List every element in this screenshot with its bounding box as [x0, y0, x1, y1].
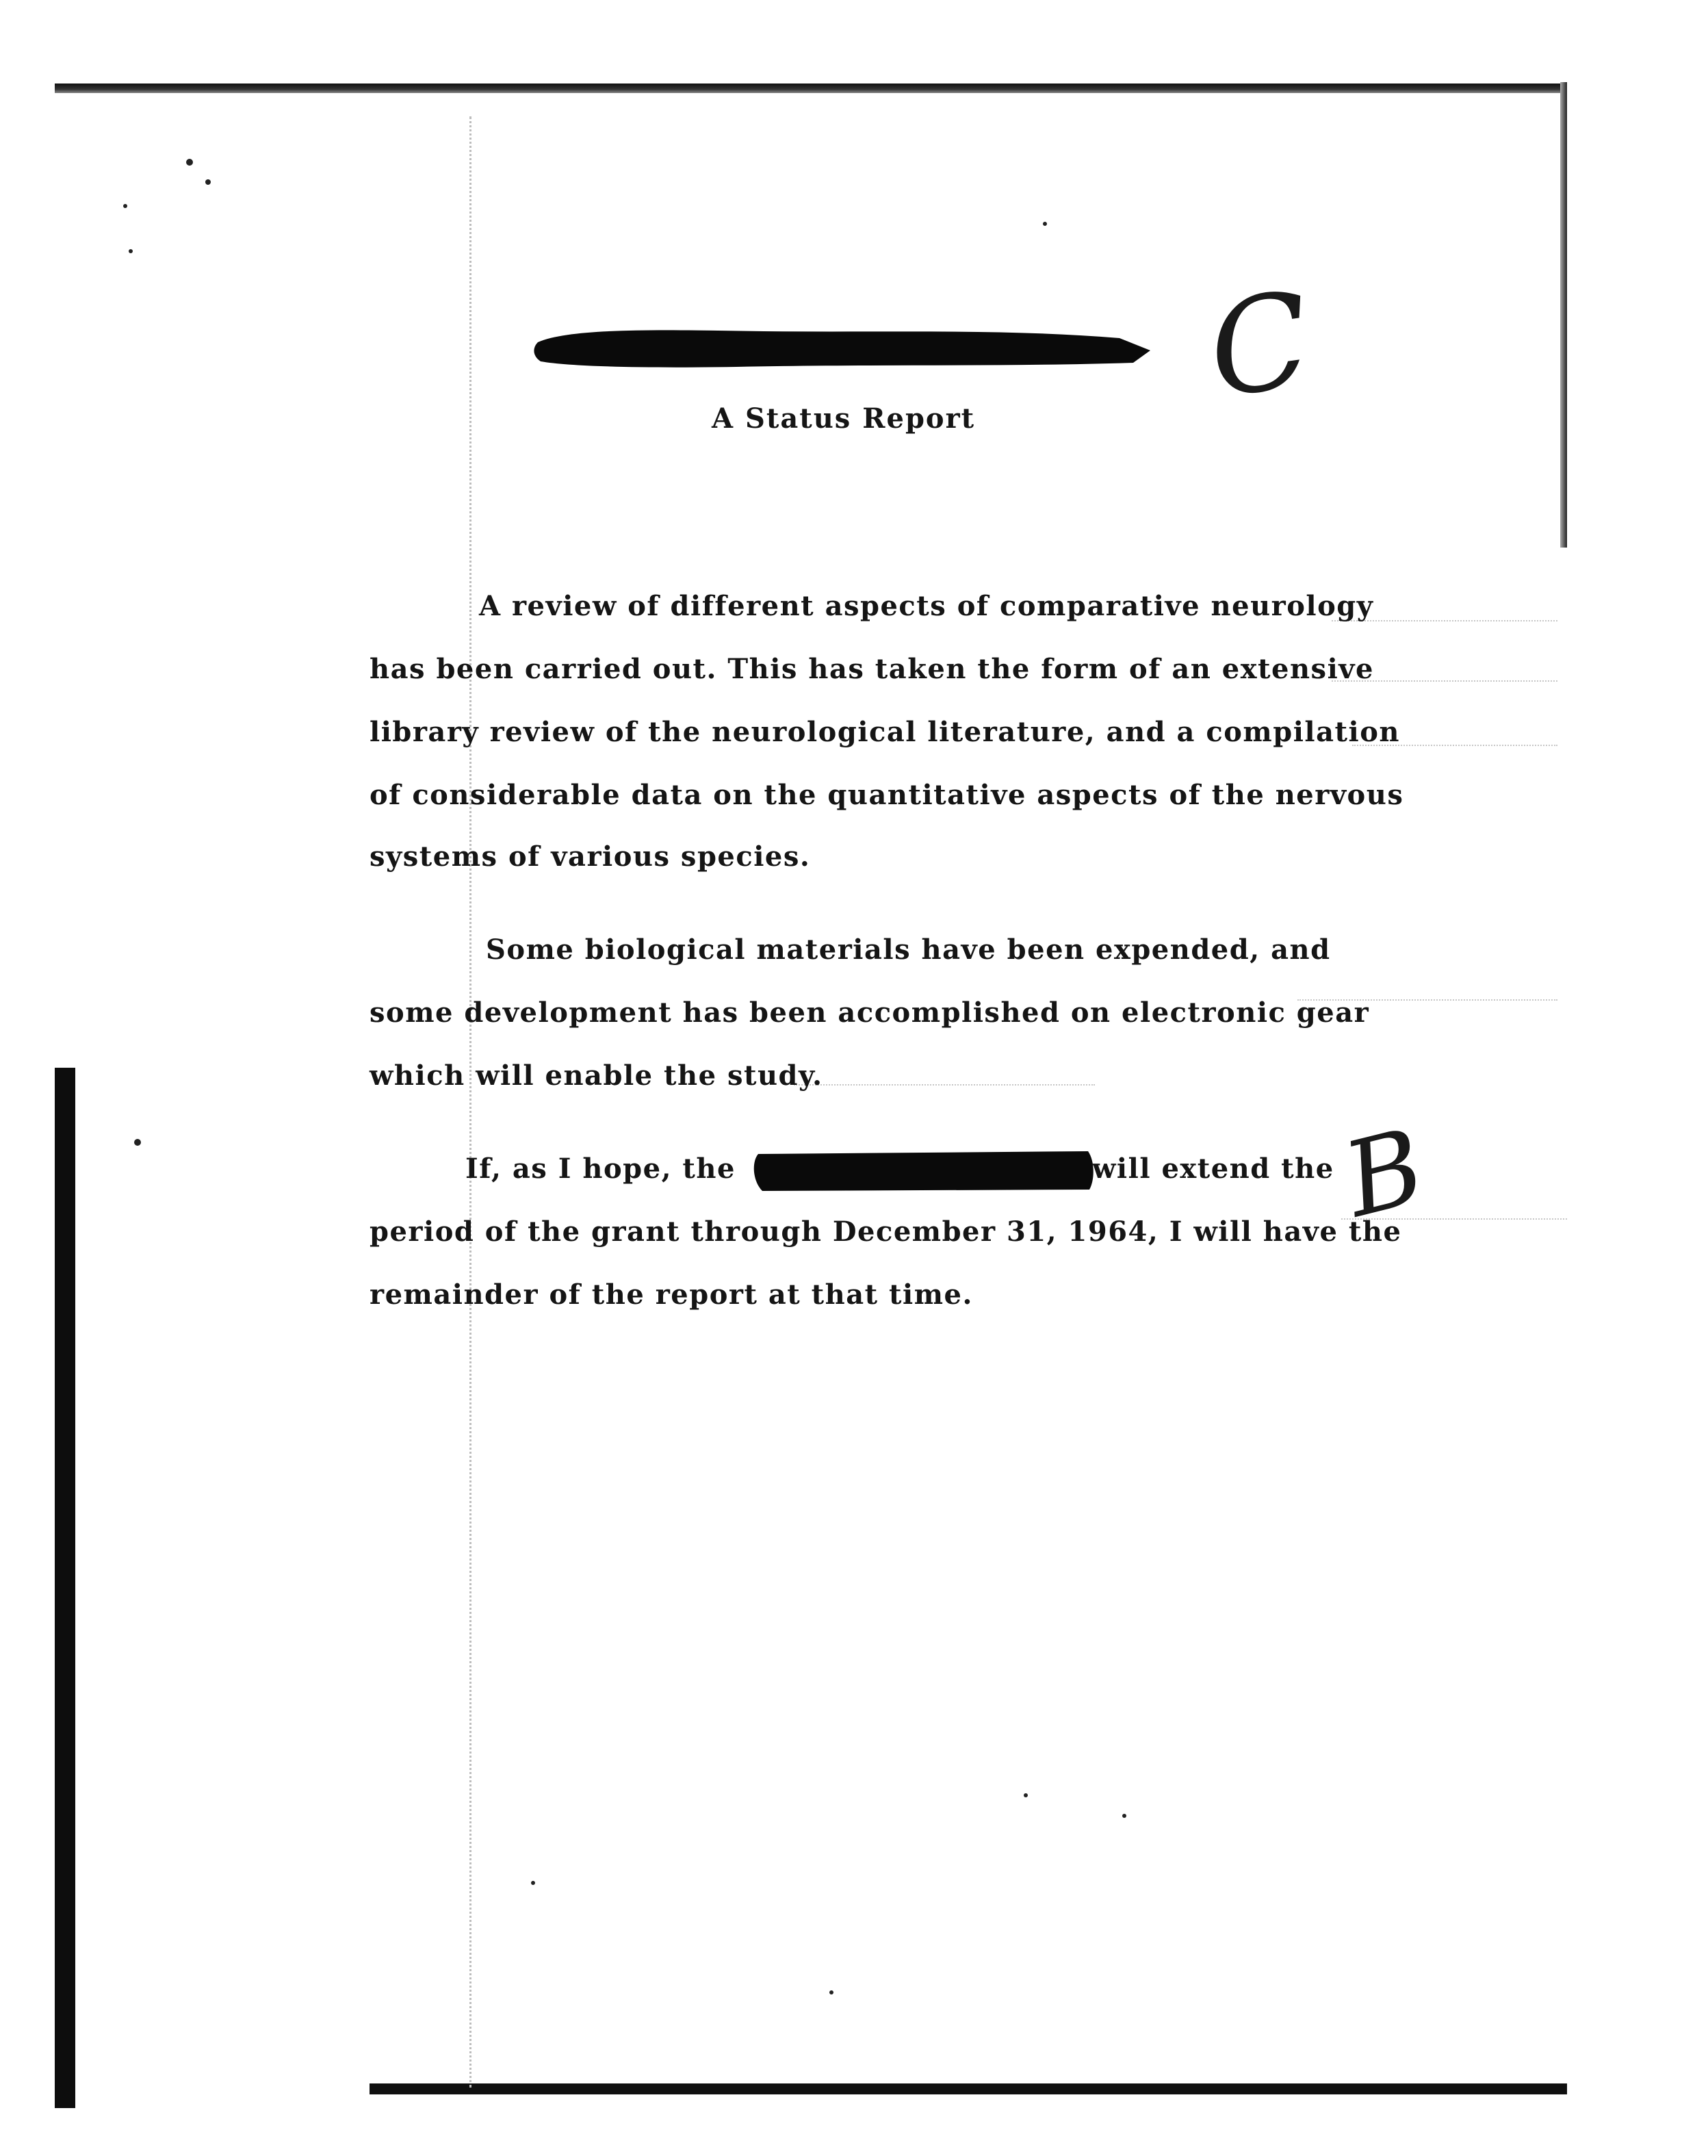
- scan-speck: [205, 179, 211, 185]
- scan-speck: [134, 1139, 141, 1146]
- scan-speck: [1024, 1793, 1028, 1797]
- redaction-bar-title: [531, 322, 1161, 371]
- paragraph-1-line-2: has been carried out. This has taken the form of an extensive: [370, 653, 1374, 685]
- scan-speck: [186, 159, 193, 166]
- paragraph-1-line-5: systems of various species.: [370, 840, 811, 873]
- scan-speck: [1043, 222, 1047, 226]
- redaction-bar-inline: [749, 1147, 1096, 1194]
- paragraph-2-line-1: Some biological materials have been expended, and: [486, 934, 1331, 966]
- scan-speck: [123, 204, 127, 208]
- paragraph-2-line-2: some development has been accomplished on electronic gear: [370, 997, 1370, 1029]
- paragraph-2-line-3: which will enable the study.: [370, 1060, 823, 1092]
- scan-edge-bottom: [370, 2083, 1567, 2094]
- scan-edge-left: [55, 1068, 75, 2108]
- scan-edge-top: [55, 84, 1567, 93]
- scan-speck: [1122, 1814, 1126, 1818]
- paragraph-1-line-3: library review of the neurological literature, and a compilation: [370, 716, 1400, 748]
- paragraph-1-line-1: A review of different aspects of comparative neurology: [479, 590, 1374, 622]
- handwritten-mark-c: C: [1200, 263, 1319, 428]
- faint-rule: [794, 1084, 1095, 1086]
- paragraph-3-line-1-end: will extend the: [1092, 1153, 1334, 1185]
- scan-speck: [829, 1990, 833, 1994]
- scan-edge-right: [1560, 82, 1567, 548]
- scan-speck: [129, 249, 133, 253]
- paragraph-1-line-4: of considerable data on the quantitative aspects of the nervous: [370, 779, 1404, 811]
- paragraph-3-line-2: period of the grant through December 31, 1964, I will have the: [370, 1216, 1402, 1248]
- page-title: A Status Report: [712, 402, 976, 435]
- handwritten-mark-b: B: [1333, 1107, 1436, 1241]
- paragraph-3-line-3: remainder of the report at that time.: [370, 1279, 973, 1311]
- margin-dotted-line: [469, 116, 471, 2088]
- scan-speck: [531, 1881, 535, 1885]
- paragraph-3-line-1-start: If, as I hope, the: [465, 1153, 736, 1185]
